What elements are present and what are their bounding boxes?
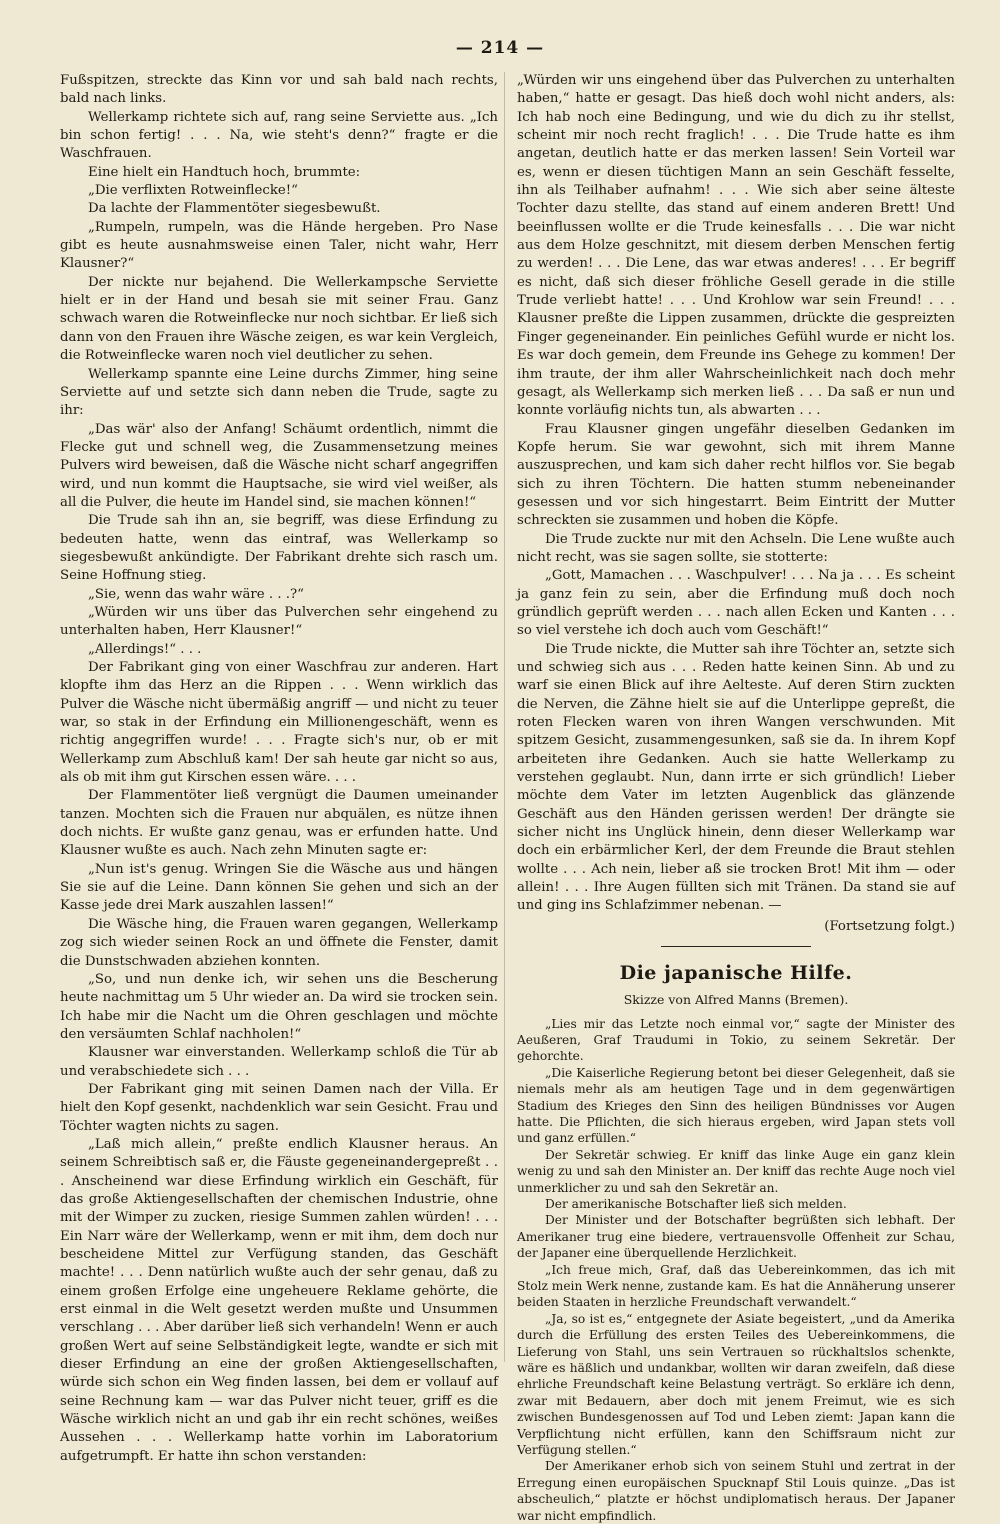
left-column (60, 72, 498, 1466)
paragraph: „Laß mich allein,“ preßte endlich Klausner heraus. An seinem Schreibtisch saß er, die Fäuste gegeneinandergepreßt . . . Anscheinend war diese Erfindung wirklich ein Geschäft, für das große Aktiengesellschaften der chemischen Industrie, ohne mit der Wimper zu zucken, riesige Summen zahlen würden! . . . Ein Narr wäre der Wellerkamp, wenn er mit ihm, dem doch nur bescheidene Mittel zur Verfügung standen, das Geschäft machte! . . . Denn natürlich wußte auch der sehr genau, daß zu einem großen Erfolge eine ungeheuere Reklame gehörte, die erst einmal in die Welt gesetzt werden mußte und Unsummen verschlang . . . Aber darüber ließ sich verhandeln! Wenn er auch großen Wert auf seine Selbständigkeit legte, wandte er sich mit dieser Erfindung an eine der großen Aktiengesellschaften, würde sich schon ein Weg finden lassen, bei dem er vollauf auf seine Rechnung kam — war das Pulver nicht teuer, griff es die Wäsche wirklich nicht an und gab ihr ein recht schönes, weißes Aussehen . . . Wellerkamp hatte vorhin im Laboratorium aufgetrumpft. Er hatte ihn schon verstanden: (60, 1136, 498, 1466)
paragraph: „Allerdings!“ . . . (60, 641, 498, 659)
paragraph: Da lachte der Flammentöter siegesbewußt. (60, 200, 498, 218)
paragraph: Der Minister und der Botschafter begrüßten sich lebhaft. Der Amerikaner trug eine biedere, vertrauensvolle Offenheit zur Schau, der Japaner eine überquellende Herzlichkeit. (517, 1212, 955, 1261)
paragraph: „Würden wir uns eingehend über das Pulverchen zu unterhalten haben,“ hatte er gesagt. Das hieß doch wohl nicht anders, als: Ich hab noch eine Bedingung, und wie du dich zu ihr stellst, scheint mir noch recht fraglich! . . . Die Trude hatte es ihm angetan, deutlich hatte er das merken lassen! Sein Vorteil war es, wenn er diesen tüchtigen Mann an sein Geschäft fesselte, ihn als Teilhaber aufnahm! . . . Wie sich aber seine älteste Tochter dazu stellte, das stand auf einem anderen Brett! Und beeinflussen wollte er die Trude keinesfalls . . . Die war nicht aus dem Holze geschnitzt, mit diesem derben Menschen fertig zu werden! . . . Die Lene, das war etwas anderes! . . . Er begriff es nicht, daß sich dieser fröhliche Gesell gerade in die stille Trude verliebt hatte! . . . Und Krohlow war sein Freund! . . . Klausner preßte die Lippen zusammen, drückte die gespreizten Finger gegeneinander. Ein peinliches Gefühl wurde er nicht los. Es war doch gemein, dem Freunde ins Gehege zu kommen! Der ihm traute, der ihm aller Wahrscheinlichkeit nach doch mehr gesagt, als Wellerkamp sich merken ließ . . . Da saß er nun und konnte vorläufig nichts tun, als abwarten . . . (517, 72, 955, 421)
column-separator (504, 72, 505, 1362)
paragraph: „Nun ist's genug. Wringen Sie die Wäsche aus und hängen Sie sie auf die Leine. Dann können Sie gehen und sich an der Kasse jede drei Mark auszahlen lassen!“ (60, 861, 498, 916)
paragraph: „Lies mir das Letzte noch einmal vor,“ sagte der Minister des Aeußeren, Graf Traudumi in Tokio, zu seinem Sekretär. Der gehorchte. (517, 1016, 955, 1065)
article-title: Die japanische Hilfe. (517, 961, 955, 985)
paragraph: „Die verflixten Rotweinflecke!“ (60, 182, 498, 200)
paragraph: „Die Kaiserliche Regierung betont bei dieser Gelegenheit, daß sie niemals mehr als am heutigen Tage und in dem gegenwärtigen Stadium des Krieges den Sinn des heiligen Bündnisses vor Augen hatte. Die Pflichten, die sich hieraus ergeben, wird Japan stets voll und ganz erfüllen.“ (517, 1065, 955, 1147)
paragraph: Wellerkamp spannte eine Leine durchs Zimmer, hing seine Serviette auf und setzte sich dann neben die Trude, sagte zu ihr: (60, 366, 498, 421)
continuation-note: (Fortsetzung folgt.) (517, 918, 955, 936)
paragraph: „Gott, Mamachen . . . Waschpulver! . . . Na ja . . . Es scheint ja ganz fein zu sein, aber die Erfindung muß doch noch gründlich geprüft werden . . . nach allen Ecken und Kanten . . . so viel verstehe ich doch auch vom Geschäft!“ (517, 567, 955, 640)
paragraph: Frau Klausner gingen ungefähr dieselben Gedanken im Kopfe herum. Sie war gewohnt, sich mit ihrem Manne auszusprechen, und kam sich daher recht hilflos vor. Sie begab sich zu ihren Töchtern. Die hatten stumm nebeneinander gesessen und vor sich hingestarrt. Beim Eintritt der Mutter schreckten sie zusammen und hoben die Köpfe. (517, 421, 955, 531)
paragraph: „Das wär' also der Anfang! Schäumt ordentlich, nimmt die Flecke gut und schnell weg, die Zusammensetzung meines Pulvers wird beweisen, daß die Wäsche nicht scharf angegriffen wird, und nun kommt die Hauptsache, sie wird viel weißer, als all die Pulver, die heute im Handel sind, sie machen können!“ (60, 421, 498, 513)
paragraph: Der Flammentöter ließ vergnügt die Daumen umeinander tanzen. Mochten sich die Frauen nur abquälen, es nütze ihnen doch nichts. Er wußte ganz genau, was er erfunden hatte. Und Klausner wußte es auch. Nach zehn Minuten sagte er: (60, 787, 498, 860)
paragraph: Die Trude sah ihn an, sie begriff, was diese Erfindung zu bedeuten hatte, wenn das eintraf, was Wellerkamp so siegesbewußt ankündigte. Der Fabrikant drehte sich rasch um. Seine Hoffnung stieg. (60, 512, 498, 585)
paragraph: „Sie, wenn das wahr wäre . . .?“ (60, 586, 498, 604)
paragraph: Fußspitzen, streckte das Kinn vor und sah bald nach rechts, bald nach links. (60, 72, 498, 109)
paragraph: „Ich freue mich, Graf, daß das Uebereinkommen, das ich mit Stolz mein Werk nenne, zustande kam. Es hat die Annäherung unserer beiden Staaten in herzliche Freundschaft verwandelt.“ (517, 1262, 955, 1311)
page-number: — 214 — (0, 38, 1000, 58)
article-body (517, 1016, 955, 1524)
right-column (517, 72, 955, 1524)
paragraph: Die Trude zuckte nur mit den Achseln. Die Lene wußte auch nicht recht, was sie sagen sollte, sie stotterte: (517, 531, 955, 568)
paragraph: Wellerkamp richtete sich auf, rang seine Serviette aus. „Ich bin schon fertig! . . . Na, wie steht's denn?“ fragte er die Waschfrauen. (60, 109, 498, 164)
paragraph: Der Fabrikant ging von einer Waschfrau zur anderen. Hart klopfte ihm das Herz an die Rippen . . . Wenn wirklich das Pulver die Wäsche nicht übermäßig angriff — und nicht zu teuer war, so stak in der Erfindung ein Millionengeschäft, wenn es richtig angegriffen wurde! . . . Fragte sich's nur, ob er mit Wellerkamp zum Abschluß kam! Der sah heute gar nicht so aus, als ob mit ihm gut Kirschen essen wäre. . . . (60, 659, 498, 787)
paragraph: „Ja, so ist es,“ entgegnete der Asiate begeistert, „und da Amerika durch die Erfüllung des ersten Teiles des Uebereinkommens, die Lieferung von Stahl, uns sein Vertrauen so rückhaltslos schenkte, wäre es häßlich und undankbar, wollten wir daran zweifeln, daß diese ehrliche Freundschaft keine Belastung verträgt. So erkläre ich denn, zwar mit Bedauern, aber doch mit jenem Freimut, wie es sich zwischen Bundesgenossen auf Tod und Leben ziemt: Japan kann die Verpflichtung nicht erfüllen, kann den Schiffsraum nicht zur Verfügung stellen.“ (517, 1311, 955, 1459)
paragraph: Die Wäsche hing, die Frauen waren gegangen, Wellerkamp zog sich wieder seinen Rock an und öffnete die Fenster, damit die Dunstschwaden abziehen konnten. (60, 916, 498, 971)
paragraph: „So, und nun denke ich, wir sehen uns die Bescherung heute nachmittag um 5 Uhr wieder an. Da wird sie trocken sein. Ich habe mir die Nacht um die Ohren geschlagen und möchte den versäumten Schlaf nachholen!“ (60, 971, 498, 1044)
paragraph: Der Amerikaner erhob sich von seinem Stuhl und zertrat in der Erregung einen europäischen Spucknapf Stil Louis quinze. „Das ist abscheulich,“ platzte er höchst undiplomatisch heraus. Der Japaner war nicht empfindlich. (517, 1458, 955, 1524)
article-divider (661, 946, 811, 947)
paragraph: Die Trude nickte, die Mutter sah ihre Töchter an, setzte sich und schwieg sich aus . . . Reden hatte keinen Sinn. Ab und zu warf sie einen Blick auf ihre Aelteste. Auf deren Stirn zuckten die Nerven, die Zähne hielt sie auf die Unterlippe gepreßt, die roten Flecken waren von ihren Wangen verschwunden. Mit spitzem Gesicht, zusammengesunken, saß sie da. In ihrem Kopf arbeiteten ihre Gedanken. Auch sie hatte Wellerkamp zu verstehen geglaubt. Nun, dann irrte er sich gründlich! Lieber möchte dem Vater im letzten Augenblick das glänzende Geschäft aus den Händen gerissen werden! Der drängte sie sicher nicht ins Unglück hinein, denn dieser Wellerkamp war doch ein erbärmlicher Kerl, der dem Freunde die Braut stehlen wollte . . . Ach nein, lieber aß sie trocken Brot! Mit ihm — oder allein! . . . Ihre Augen füllten sich mit Tränen. Da stand sie auf und ging ins Schlafzimmer nebenan. — (517, 641, 955, 916)
paragraph: „Würden wir uns über das Pulverchen sehr eingehend zu unterhalten haben, Herr Klausner!“ (60, 604, 498, 641)
paragraph: Der Sekretär schwieg. Er kniff das linke Auge ein ganz klein wenig zu und sah den Minister an. Der kniff das rechte Auge noch viel unmerklicher zu und sah den Sekretär an. (517, 1147, 955, 1196)
right-column-story (517, 72, 955, 916)
paragraph: „Rumpeln, rumpeln, was die Hände hergeben. Pro Nase gibt es heute ausnahmsweise einen Taler, nicht wahr, Herr Klausner?“ (60, 219, 498, 274)
paragraph: Der nickte nur bejahend. Die Wellerkampsche Serviette hielt er in der Hand und besah sie mit seiner Frau. Ganz schwach waren die Rotweinflecke nur noch sichtbar. Er ließ sich dann von den Frauen ihre Wäsche zeigen, es war kein Vergleich, die Rotweinflecke waren noch viel deutlicher zu sehen. (60, 274, 498, 366)
article-byline: Skizze von Alfred Manns (Bremen). (517, 991, 955, 1009)
paragraph: Der amerikanische Botschafter ließ sich melden. (517, 1196, 955, 1212)
paragraph: Der Fabrikant ging mit seinen Damen nach der Villa. Er hielt den Kopf gesenkt, nachdenklich war sein Gesicht. Frau und Töchter wagten nichts zu sagen. (60, 1081, 498, 1136)
paragraph: Eine hielt ein Handtuch hoch, brummte: (60, 164, 498, 182)
paragraph: Klausner war einverstanden. Wellerkamp schloß die Tür ab und verabschiedete sich . . . (60, 1044, 498, 1081)
